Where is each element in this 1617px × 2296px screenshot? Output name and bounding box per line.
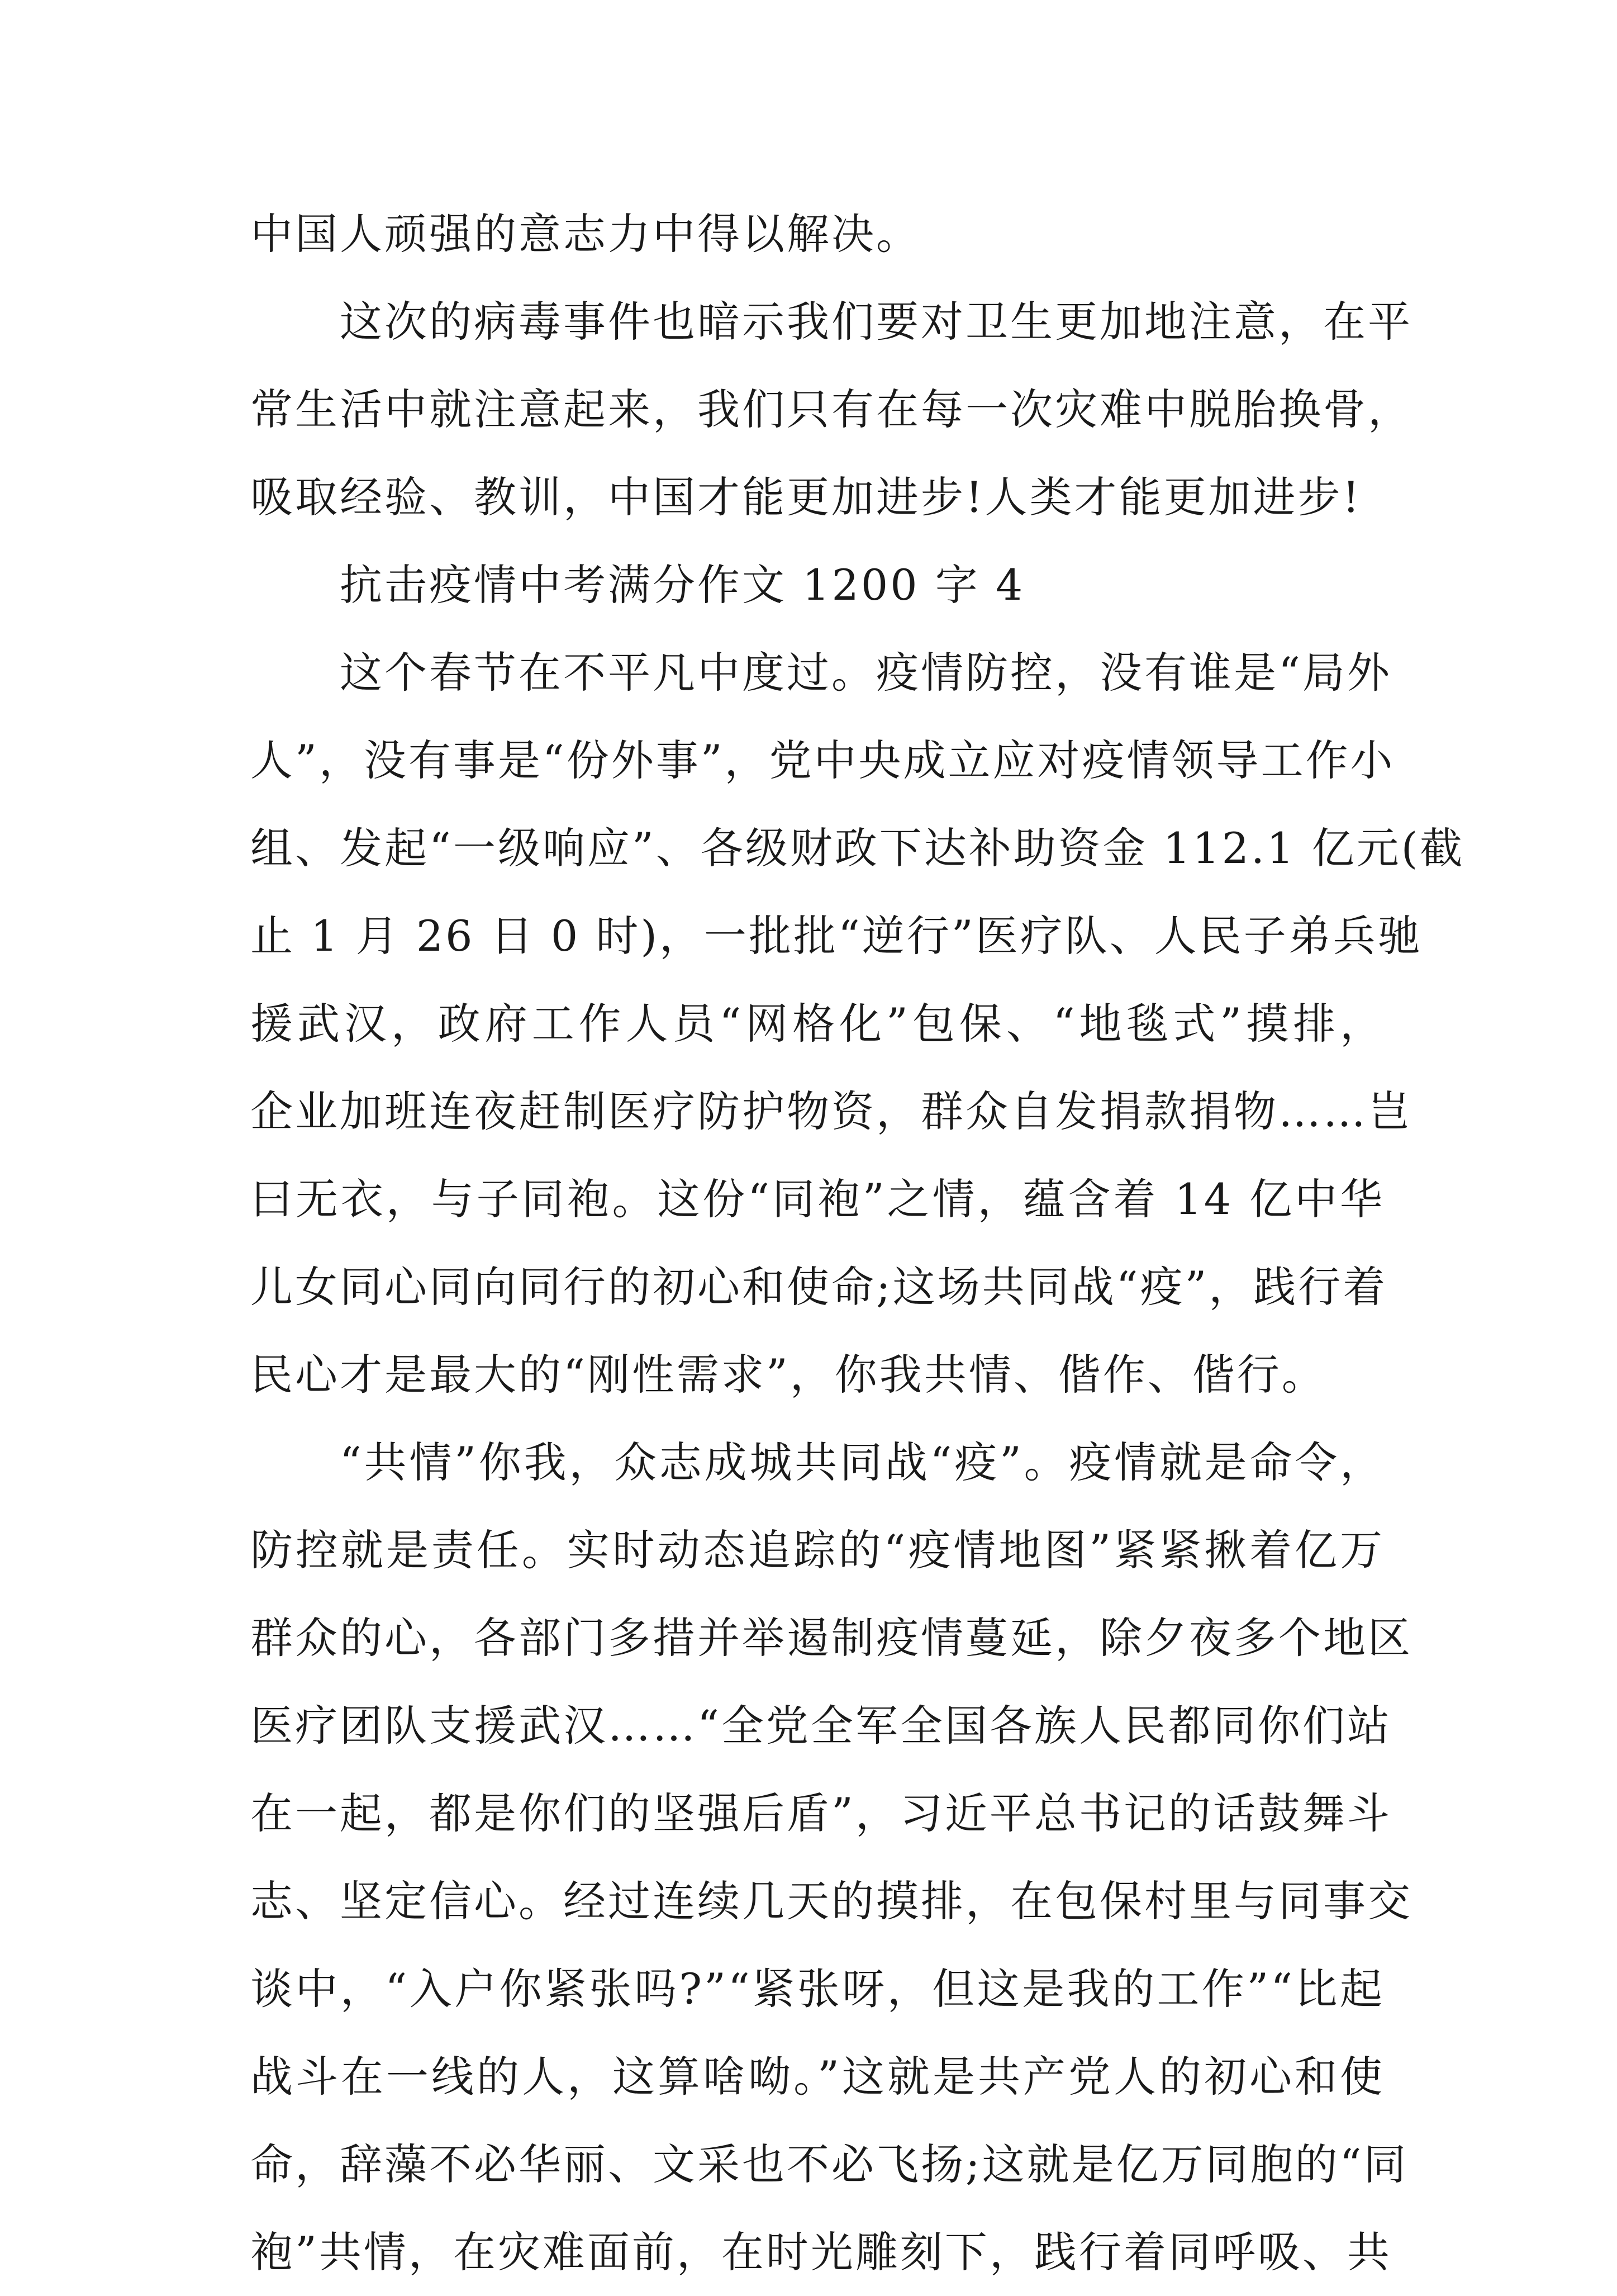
text-line: 曰无衣，与子同袍。这份“同袍”之情，蕴含着 14 亿中华 (250, 1174, 1385, 1224)
text-line: 命，辞藻不必华丽、文采也不必飞扬;这就是亿万同胞的“同 (250, 2140, 1409, 2189)
document-body (250, 190, 1465, 2296)
text-line: 袍”共情，在灾难面前，在时光雕刻下，践行着同呼吸、共 (250, 2227, 1392, 2277)
text-line: 中国人顽强的意志力中得以解决。 (250, 209, 921, 259)
text-line: 谈中，“入户你紧张吗?”“紧张呀，但这是我的工作”“比起 (250, 1964, 1385, 2014)
text-line: 援武汉，政府工作人员“网格化”包保、“地毯式”摸排， (250, 999, 1385, 1049)
text-line: 止 1 月 26 日 0 时)，一批批“逆行”医疗队、人民子弟兵驰 (250, 911, 1423, 961)
text-line: 儿女同心同向同行的初心和使命;这场共同战“疫”，践行着 (250, 1262, 1388, 1312)
text-line: 这个春节在不平凡中度过。疫情防控，没有谁是“局外 (340, 648, 1392, 698)
section-heading: 抗击疫情中考满分作文 1200 字 4 (340, 560, 1025, 610)
text-line: 防控就是责任。实时动态追踪的“疫情地图”紧紧揪着亿万 (250, 1525, 1385, 1575)
text-line: 医疗团队支援武汉……“全党全军全国各族人民都同你们站 (250, 1701, 1392, 1751)
text-line: 战斗在一线的人，这算啥呦。”这就是共产党人的初心和使 (250, 2052, 1385, 2101)
text-line: 民心才是最大的“刚性需求”，你我共情、偕作、偕行。 (250, 1350, 1326, 1400)
text-line: 组、发起“一级响应”、各级财政下达补助资金 112.1 亿元(截 (250, 823, 1465, 873)
text-line: 企业加班连夜赶制医疗防护物资，群众自发捐款捐物……岂 (250, 1087, 1413, 1136)
text-line: 吸取经验、教训，中国才能更加进步!人类才能更加进步! (250, 472, 1362, 522)
text-line: 在一起，都是你们的坚强后盾”，习近平总书记的话鼓舞斗 (250, 1789, 1392, 1838)
text-line: 志、坚定信心。经过连续几天的摸排，在包保村里与同事交 (250, 1876, 1413, 1926)
text-line: 人”，没有事是“份外事”，党中央成立应对疫情领导工作小 (250, 736, 1395, 785)
text-line: 群众的心，各部门多措并举遏制疫情蔓延，除夕夜多个地区 (250, 1613, 1413, 1663)
text-line: “共情”你我，众志成城共同战“疫”。疫情就是命令， (340, 1438, 1385, 1487)
text-line: 常生活中就注意起来，我们只有在每一次灾难中脱胎换骨， (250, 385, 1413, 434)
text-line: 这次的病毒事件也暗示我们要对卫生更加地注意，在平 (340, 297, 1413, 347)
